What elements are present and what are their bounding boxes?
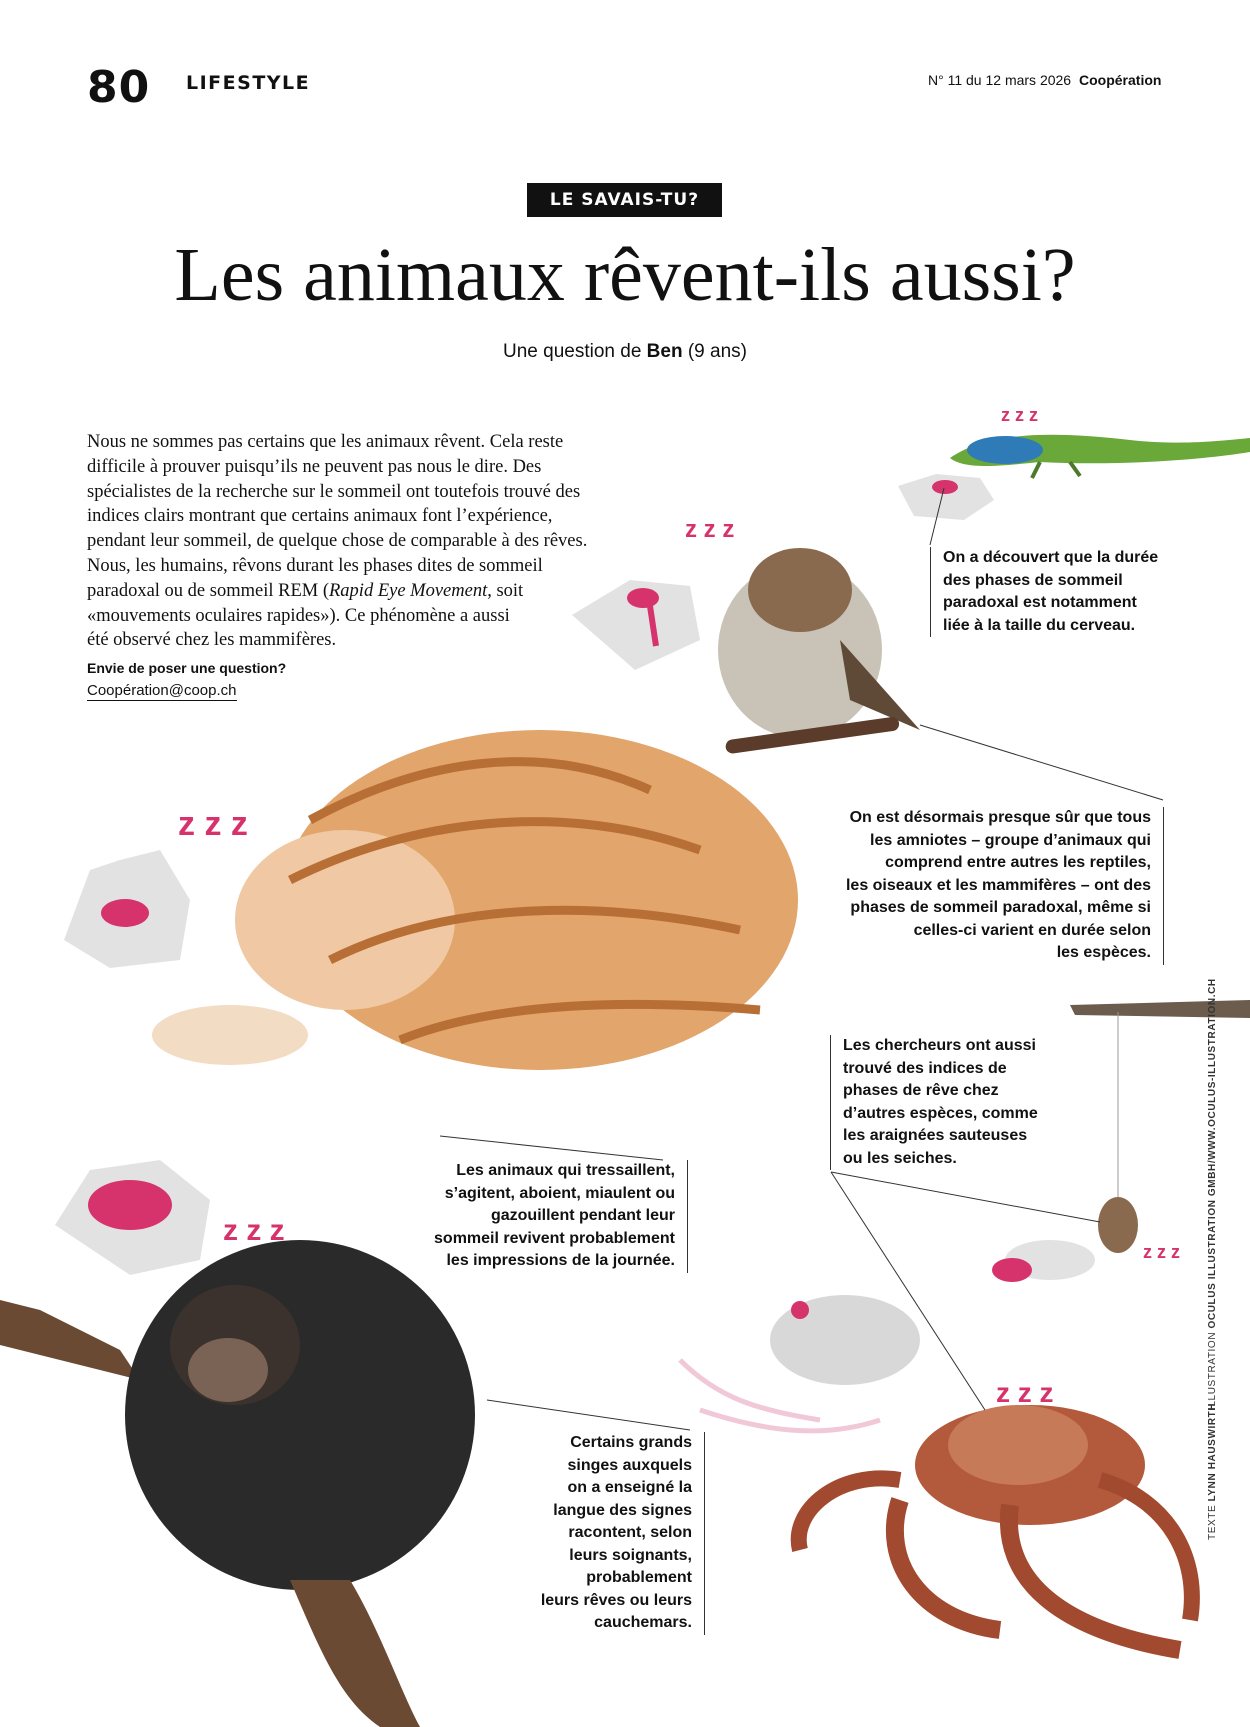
spider-zzz: z z z [1143, 1242, 1181, 1262]
magazine-name: Coopération [1079, 72, 1162, 88]
caption-line: leurs rêves ou leurs [540, 1591, 692, 1609]
credit-label: ILLUSTRATION [1207, 1331, 1218, 1410]
caption-line: probablement [586, 1569, 692, 1586]
caption-line: cauchemars. [594, 1614, 692, 1631]
caption-line: les oiseaux et les mammifères – ont des [845, 876, 1151, 894]
article-body [87, 430, 647, 653]
body-italic-term: Rapid Eye Movement [329, 580, 488, 601]
page-number: 80 [87, 62, 151, 113]
cat-brain-silhouette [64, 850, 190, 968]
chimp-brain-silhouette [55, 1160, 210, 1275]
caption-line: Certains grands [570, 1434, 692, 1451]
caption-line: phases de sommeil paradoxal, même si [850, 899, 1151, 916]
caption-line: On a découvert que la durée [943, 549, 1159, 566]
body-segment: , soit [487, 580, 524, 601]
body-line: Nous, les humains, rêvons durant les phases dites de sommeil [87, 555, 543, 576]
credit-author: OCULUS ILLUSTRATION GMBH/WWW.OCULUS-ILLUSTRATION.CH [1207, 978, 1218, 1329]
caption-amniotes [802, 807, 1164, 965]
email-link[interactable]: Coopération@coop.ch [87, 682, 237, 699]
caption-line: s’agitent, aboient, miaulent ou [444, 1184, 675, 1202]
article-title: Les animaux rêvent-ils aussi? [174, 233, 1076, 317]
lizard-zzz: z z z [1001, 405, 1039, 425]
body-line: pendant leur sommeil, de quelque chose de comparable à des rêves. [87, 531, 588, 552]
chimp-zzz: z z z [223, 1214, 285, 1247]
caption-line: on a enseigné la [567, 1479, 692, 1496]
caption-line: trouvé des indices de [843, 1059, 1007, 1077]
bird-zzz: z z z [685, 516, 735, 543]
octopus-zzz: z z z [996, 1377, 1054, 1408]
cat-zzz: z z z [178, 805, 248, 843]
credits-text [1207, 1403, 1218, 1540]
sleeping-cat-illustration [152, 730, 798, 1070]
caption-line: ou les seiches. [843, 1149, 957, 1167]
credit-author: LYNN HAUSWIRTH [1207, 1402, 1218, 1502]
caption-line: gazouillent pendant leur [490, 1207, 675, 1224]
body-line: Nous ne sommes pas certains que les animaux rêvent. Cela reste [87, 432, 564, 452]
caption-line: des phases de sommeil [943, 571, 1123, 589]
caption-line: paradoxal est notamment [943, 594, 1137, 611]
caption-line: celles-ci varient en durée selon [913, 921, 1151, 939]
caption-line: langue des signes [553, 1501, 692, 1519]
body-line: indices clairs montrant que certains animaux font l’expérience, [87, 506, 553, 527]
caption-line: sommeil revivent probablement [434, 1229, 675, 1247]
caption-line: Les animaux qui tressaillent, [456, 1162, 675, 1179]
body-line: été observé chez les mammifères. [87, 630, 337, 651]
sparrow-illustration [718, 548, 920, 754]
chimpanzee-illustration [0, 1240, 475, 1727]
credit-label: TEXTE [1207, 1504, 1218, 1540]
credits-illustration [1207, 978, 1218, 1410]
body-line [87, 579, 647, 604]
caption-brain-size [930, 547, 1158, 637]
lizard-brain-silhouette [898, 474, 994, 520]
subtitle-suffix: (9 ans) [682, 341, 747, 362]
lizard-illustration [950, 435, 1250, 478]
caption-line: les espèces. [1056, 944, 1151, 961]
spider-silhouette [992, 1240, 1095, 1282]
caption-spiders [830, 1035, 1038, 1170]
caption-twitch [410, 1160, 688, 1273]
octopus-silhouette [680, 1295, 920, 1431]
caption-line: On est désormais presque sûr que tous [849, 809, 1151, 826]
octopus-illustration [799, 1405, 1192, 1650]
caption-line: liée à la taille du cerveau. [943, 616, 1136, 634]
caption-line: les amniotes – groupe d’animaux qui [870, 831, 1151, 849]
caption-line: les impressions de la journée. [446, 1252, 675, 1269]
subtitle-name: Ben [646, 341, 683, 362]
rubric-tag: LE SAVAIS-TU? [527, 183, 722, 217]
section-name: LIFESTYLE [186, 72, 311, 94]
subtitle-prefix: Une question de [503, 341, 647, 362]
body-line: «mouvements oculaires rapides»). Ce phénomène a aussi [87, 605, 510, 626]
caption-line: leurs soignants, [569, 1546, 692, 1564]
caption-line: Les chercheurs ont aussi [843, 1037, 1036, 1054]
article-subtitle [0, 341, 1250, 363]
branch-and-spider-illustration [1070, 1000, 1250, 1253]
caption-line: d’autres espèces, comme [843, 1104, 1038, 1122]
caption-line: comprend entre autres les reptiles, [885, 854, 1151, 871]
body-line: difficile à prouver puisqu’ils ne peuvent pas nous le dire. Des [87, 456, 542, 477]
caption-line: singes auxquels [567, 1456, 692, 1474]
body-line: spécialistes de la recherche sur le sommeil ont toutefois trouvé des [87, 481, 581, 502]
caption-apes [510, 1432, 705, 1635]
body-segment: paradoxal ou de sommeil REM ( [87, 580, 329, 601]
issue-date: N° 11 du 12 mars 2026 [928, 72, 1072, 88]
question-prompt: Envie de poser une question? [87, 660, 287, 676]
caption-line: les araignées sauteuses [843, 1127, 1028, 1144]
caption-line: phases de rêve chez [843, 1082, 999, 1099]
caption-line: racontent, selon [568, 1524, 692, 1541]
